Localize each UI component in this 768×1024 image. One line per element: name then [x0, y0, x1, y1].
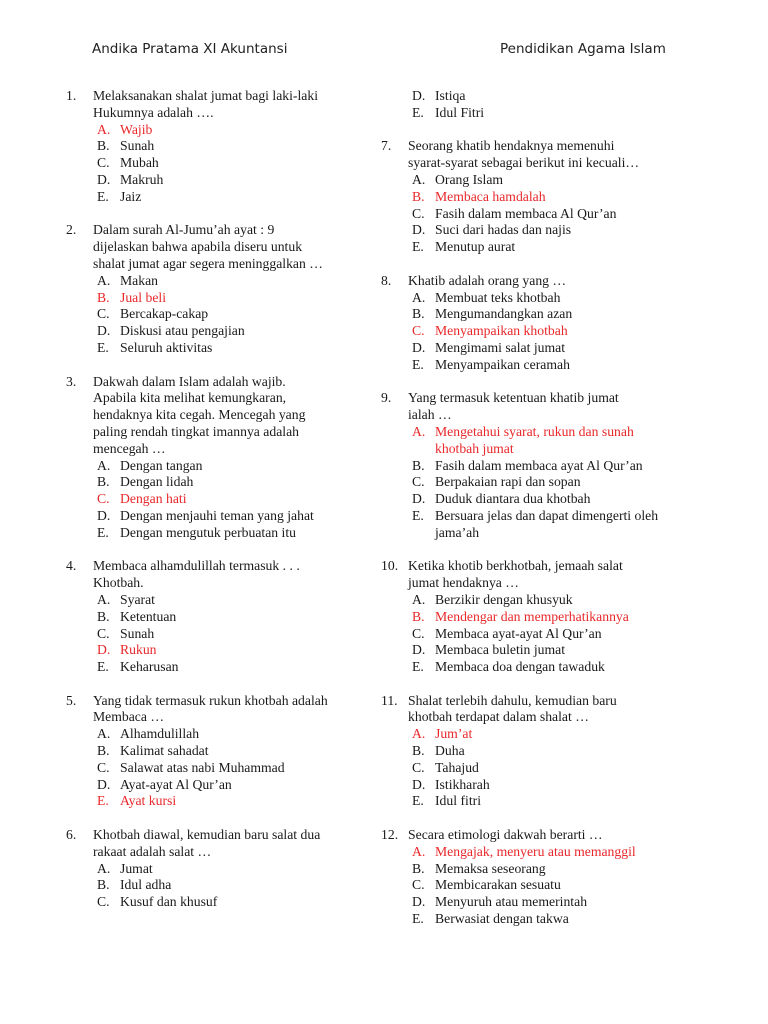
option-e: [408, 508, 681, 542]
option-c: [93, 155, 366, 172]
question-number: 5.: [66, 692, 77, 708]
option-b: [93, 609, 366, 626]
option-letter: B.: [97, 289, 110, 305]
question-number: 9.: [381, 390, 392, 406]
option-c: [408, 626, 681, 643]
option-letter: C.: [97, 759, 110, 775]
option-letter: D.: [412, 776, 426, 792]
option-letter: E.: [412, 793, 424, 809]
option-text: Fasih dalam membaca ayat Al Qur’an: [435, 457, 643, 473]
option-b: [93, 474, 366, 491]
option-text: Mendengar dan memperhatikannya: [435, 608, 629, 624]
option-a: [408, 726, 681, 743]
option-letter: A.: [412, 726, 426, 742]
option-letter: C.: [97, 306, 110, 322]
option-letter: E.: [97, 524, 109, 540]
option-letter: C.: [97, 491, 110, 507]
option-letter: B.: [412, 457, 425, 473]
option-text: Keharusan: [120, 659, 179, 675]
option-e: [408, 239, 681, 256]
question-stem-line: syarat-syarat sebagai berikut ini kecuali…: [408, 155, 640, 171]
question-number: 7.: [381, 138, 392, 154]
option-d: [93, 642, 366, 659]
option-letter: D.: [97, 642, 111, 658]
question-stem-line: Ketika khotib berkhotbah, jemaah salat: [408, 558, 623, 574]
option-text: Salawat atas nabi Muhammad: [120, 759, 285, 775]
option-text: Jum’at: [435, 726, 473, 742]
option-letter: C.: [412, 323, 425, 339]
option-text: Menyuruh atau memerintah: [435, 894, 588, 910]
option-letter: D.: [412, 894, 426, 910]
question-number: 12.: [381, 827, 399, 843]
question-stem-line: Hukumnya adalah ….: [93, 104, 214, 120]
option-a: [93, 861, 366, 878]
option-letter: B.: [412, 860, 425, 876]
question-6: [66, 827, 366, 911]
option-e: [93, 659, 366, 676]
option-text: Bercakap-cakap: [120, 306, 209, 322]
option-d: [408, 88, 681, 105]
option-e: [93, 340, 366, 357]
option-e: [93, 525, 366, 542]
option-text: Tahajud: [435, 759, 479, 775]
option-a: [408, 290, 681, 307]
option-a: [408, 172, 681, 189]
option-letter: C.: [97, 894, 110, 910]
header-subject: Pendidikan Agama Islam: [500, 41, 666, 57]
question-number: 4.: [66, 558, 77, 574]
option-letter: A.: [412, 423, 426, 439]
option-text: Mengajak, menyeru atau memanggil: [435, 843, 636, 859]
option-c: [93, 626, 366, 643]
question-stem-line: Shalat terlebih dahulu, kemudian baru: [408, 692, 617, 708]
option-letter: A.: [97, 860, 111, 876]
option-letter: C.: [412, 474, 425, 490]
option-text: Fasih dalam membaca Al Qur’an: [435, 205, 617, 221]
question-stem-line: Secara etimologi dakwah berarti …: [408, 827, 603, 843]
question-stem-line: shalat jumat agar segera meninggalkan …: [93, 255, 323, 271]
question-stem-line: Membaca alhamdulillah termasuk . . .: [93, 558, 300, 574]
option-text: Dengan mengutuk perbuatan itu: [120, 524, 296, 540]
option-d: [93, 172, 366, 189]
option-text: Istikharah: [435, 776, 490, 792]
option-e: [408, 793, 681, 810]
option-text: Mubah: [120, 155, 159, 171]
option-text: Dengan menjauhi teman yang jahat: [120, 507, 314, 523]
option-text: Syarat: [120, 591, 155, 607]
question-4: [66, 558, 366, 676]
option-letter: D.: [97, 507, 111, 523]
option-a: [408, 844, 681, 861]
question-stem-line: khotbah terdapat dalam shalat …: [408, 709, 589, 725]
option-a: [93, 273, 366, 290]
option-letter: B.: [97, 608, 110, 624]
option-letter: A.: [97, 457, 111, 473]
option-letter: C.: [412, 877, 425, 893]
question-stem-line: Dakwah dalam Islam adalah wajib.: [93, 373, 286, 389]
option-letter: B.: [97, 138, 110, 154]
option-text: Berpakaian rapi dan sopan: [435, 474, 581, 490]
question-stem-line: Khotbah diawal, kemudian baru salat dua: [93, 827, 321, 843]
option-text: Kusuf dan khusuf: [120, 894, 218, 910]
option-letter: A.: [412, 843, 426, 859]
option-letter: B.: [97, 877, 110, 893]
option-letter: A.: [412, 591, 426, 607]
option-a: [408, 592, 681, 609]
option-text: Ayat kursi: [120, 793, 177, 809]
option-letter: B.: [97, 474, 110, 490]
option-text: Idul Fitri: [435, 104, 485, 120]
option-text: Menyampaikan ceramah: [435, 356, 570, 372]
option-text: Membicarakan sesuatu: [435, 877, 561, 893]
option-c: [408, 474, 681, 491]
option-letter: E.: [412, 239, 424, 255]
option-text: Mengetahui syarat, rukun dan sunah khotbah jumat: [435, 423, 634, 456]
option-text: Seluruh aktivitas: [120, 339, 213, 355]
right-column: [381, 88, 681, 945]
option-letter: E.: [412, 356, 424, 372]
option-text: Wajib: [120, 121, 153, 137]
option-text: Orang Islam: [435, 171, 504, 187]
option-text: Idul fitri: [435, 793, 481, 809]
option-letter: E.: [412, 507, 424, 523]
option-text: Membaca ayat-ayat Al Qur’an: [435, 625, 602, 641]
option-text: Ketentuan: [120, 608, 177, 624]
option-letter: B.: [97, 743, 110, 759]
option-letter: A.: [97, 591, 111, 607]
option-b: [93, 877, 366, 894]
question-10: [381, 558, 681, 676]
option-d: [93, 508, 366, 525]
option-text: Duha: [435, 743, 465, 759]
option-a: [408, 424, 681, 458]
question-number: 2.: [66, 222, 77, 238]
option-d: [408, 491, 681, 508]
option-d: [408, 777, 681, 794]
question-12: [381, 827, 681, 928]
question-number: 1.: [66, 88, 77, 103]
option-e: [408, 357, 681, 374]
option-d: [93, 323, 366, 340]
option-letter: B.: [412, 608, 425, 624]
option-text: Suci dari hadas dan najis: [435, 222, 572, 238]
option-c: [408, 877, 681, 894]
question-7: [381, 138, 681, 256]
question-stem-line: Yang tidak termasuk rukun khotbah adalah: [93, 692, 328, 708]
question-9: [381, 390, 681, 541]
left-column: [66, 88, 366, 928]
header-student-name: Andika Pratama XI Akuntansi: [92, 41, 288, 57]
option-text: Berzikir dengan khusyuk: [435, 591, 573, 607]
option-a: [93, 458, 366, 475]
question-stem-line: ialah …: [408, 407, 452, 423]
option-e: [93, 793, 366, 810]
option-letter: D.: [412, 222, 426, 238]
option-letter: A.: [412, 289, 426, 305]
option-text: Rukun: [120, 642, 157, 658]
option-text: Dengan lidah: [120, 474, 194, 490]
question-2: [66, 222, 366, 356]
option-letter: D.: [412, 491, 426, 507]
option-c: [93, 306, 366, 323]
option-text: Diskusi atau pengajian: [120, 323, 245, 339]
option-text: Mengimami salat jumat: [435, 339, 566, 355]
option-b: [408, 189, 681, 206]
option-letter: D.: [97, 171, 111, 187]
option-e: [408, 105, 681, 122]
option-letter: C.: [412, 759, 425, 775]
question-stem-line: Apabila kita melihat kemungkaran,: [93, 390, 287, 406]
option-text: Duduk diantara dua khotbah: [435, 491, 591, 507]
option-text: Jual beli: [120, 289, 166, 305]
question-3: [66, 374, 366, 542]
option-text: Jumat: [120, 860, 153, 876]
option-c: [408, 760, 681, 777]
option-text: Menutup aurat: [435, 239, 516, 255]
option-letter: E.: [97, 339, 109, 355]
question-stem-line: Khatib adalah orang yang …: [408, 272, 567, 288]
option-b: [93, 138, 366, 155]
question-stem-line: Yang termasuk ketentuan khatib jumat: [408, 390, 619, 406]
option-letter: E.: [412, 911, 424, 927]
option-b: [408, 458, 681, 475]
question-stem-line: Khotbah.: [93, 575, 144, 591]
option-text: Mengumandangkan azan: [435, 306, 573, 322]
question-stem-line: Dalam surah Al-Jumu’ah ayat : 9: [93, 222, 275, 238]
question-stem-line: dijelaskan bahwa apabila diseru untuk: [93, 239, 303, 255]
option-c: [93, 894, 366, 911]
option-letter: E.: [97, 188, 109, 204]
option-d: [408, 222, 681, 239]
option-b: [408, 306, 681, 323]
option-text: Dengan tangan: [120, 457, 203, 473]
option-text: Idul adha: [120, 877, 172, 893]
option-text: Memaksa seseorang: [435, 860, 546, 876]
option-letter: A.: [412, 171, 426, 187]
option-letter: B.: [412, 306, 425, 322]
option-text: Membaca buletin jumat: [435, 642, 565, 658]
option-letter: D.: [97, 323, 111, 339]
option-e: [93, 189, 366, 206]
option-letter: E.: [412, 104, 424, 120]
option-letter: D.: [412, 642, 426, 658]
option-text: Istiqa: [435, 88, 466, 103]
option-letter: A.: [97, 121, 111, 137]
option-d: [408, 340, 681, 357]
option-text: Alhamdulillah: [120, 726, 200, 742]
option-letter: B.: [412, 743, 425, 759]
question-stem-line: Membaca …: [93, 709, 165, 725]
option-text: Membaca hamdalah: [435, 188, 546, 204]
question-number: 10.: [381, 558, 399, 574]
option-text: Makan: [120, 272, 159, 288]
option-text: Sunah: [120, 625, 155, 641]
question-6-continuation: [381, 88, 681, 122]
question-number: 8.: [381, 272, 392, 288]
option-c: [93, 491, 366, 508]
option-c: [93, 760, 366, 777]
question-11: [381, 693, 681, 811]
option-text: Membuat teks khotbah: [435, 289, 561, 305]
option-letter: E.: [412, 659, 424, 675]
option-letter: E.: [97, 659, 109, 675]
question-number: 11.: [381, 692, 398, 708]
question-number: 6.: [66, 827, 77, 843]
question-5: [66, 693, 366, 811]
question-stem-line: jumat hendaknya …: [408, 575, 519, 591]
option-text: Makruh: [120, 171, 164, 187]
question-1: [66, 88, 366, 206]
option-letter: C.: [97, 625, 110, 641]
option-b: [93, 743, 366, 760]
option-b: [408, 609, 681, 626]
question-8: [381, 273, 681, 374]
option-letter: A.: [97, 726, 111, 742]
option-d: [408, 642, 681, 659]
question-stem-line: rakaat adalah salat …: [93, 843, 212, 859]
option-c: [408, 206, 681, 223]
option-letter: C.: [97, 155, 110, 171]
option-letter: B.: [412, 188, 425, 204]
option-text: Bersuara jelas dan dapat dimengerti oleh jama’ah: [435, 507, 659, 540]
option-a: [93, 592, 366, 609]
option-letter: C.: [412, 625, 425, 641]
option-b: [408, 743, 681, 760]
option-a: [93, 122, 366, 139]
option-letter: D.: [412, 88, 426, 103]
option-text: Berwasiat dengan takwa: [435, 911, 569, 927]
option-e: [408, 659, 681, 676]
question-number: 3.: [66, 373, 77, 389]
option-d: [408, 894, 681, 911]
option-text: Dengan hati: [120, 491, 187, 507]
option-text: Kalimat sahadat: [120, 743, 209, 759]
question-stem-line: hendaknya kita cegah. Mencegah yang: [93, 407, 306, 423]
option-text: Menyampaikan khotbah: [435, 323, 568, 339]
option-letter: D.: [412, 339, 426, 355]
question-stem-line: mencegah …: [93, 440, 166, 456]
option-d: [93, 777, 366, 794]
question-stem-line: Seorang khatib hendaknya memenuhi: [408, 138, 615, 154]
option-letter: C.: [412, 205, 425, 221]
option-text: Sunah: [120, 138, 155, 154]
question-stem-line: paling rendah tingkat imannya adalah: [93, 423, 300, 439]
option-b: [93, 290, 366, 307]
option-e: [408, 911, 681, 928]
option-a: [93, 726, 366, 743]
option-letter: A.: [97, 272, 111, 288]
option-text: Ayat-ayat Al Qur’an: [120, 776, 232, 792]
option-text: Membaca doa dengan tawaduk: [435, 659, 605, 675]
option-c: [408, 323, 681, 340]
option-letter: D.: [97, 776, 111, 792]
question-stem-line: Melaksanakan shalat jumat bagi laki-laki: [93, 88, 319, 103]
option-text: Jaiz: [120, 188, 142, 204]
option-b: [408, 861, 681, 878]
option-letter: E.: [97, 793, 109, 809]
